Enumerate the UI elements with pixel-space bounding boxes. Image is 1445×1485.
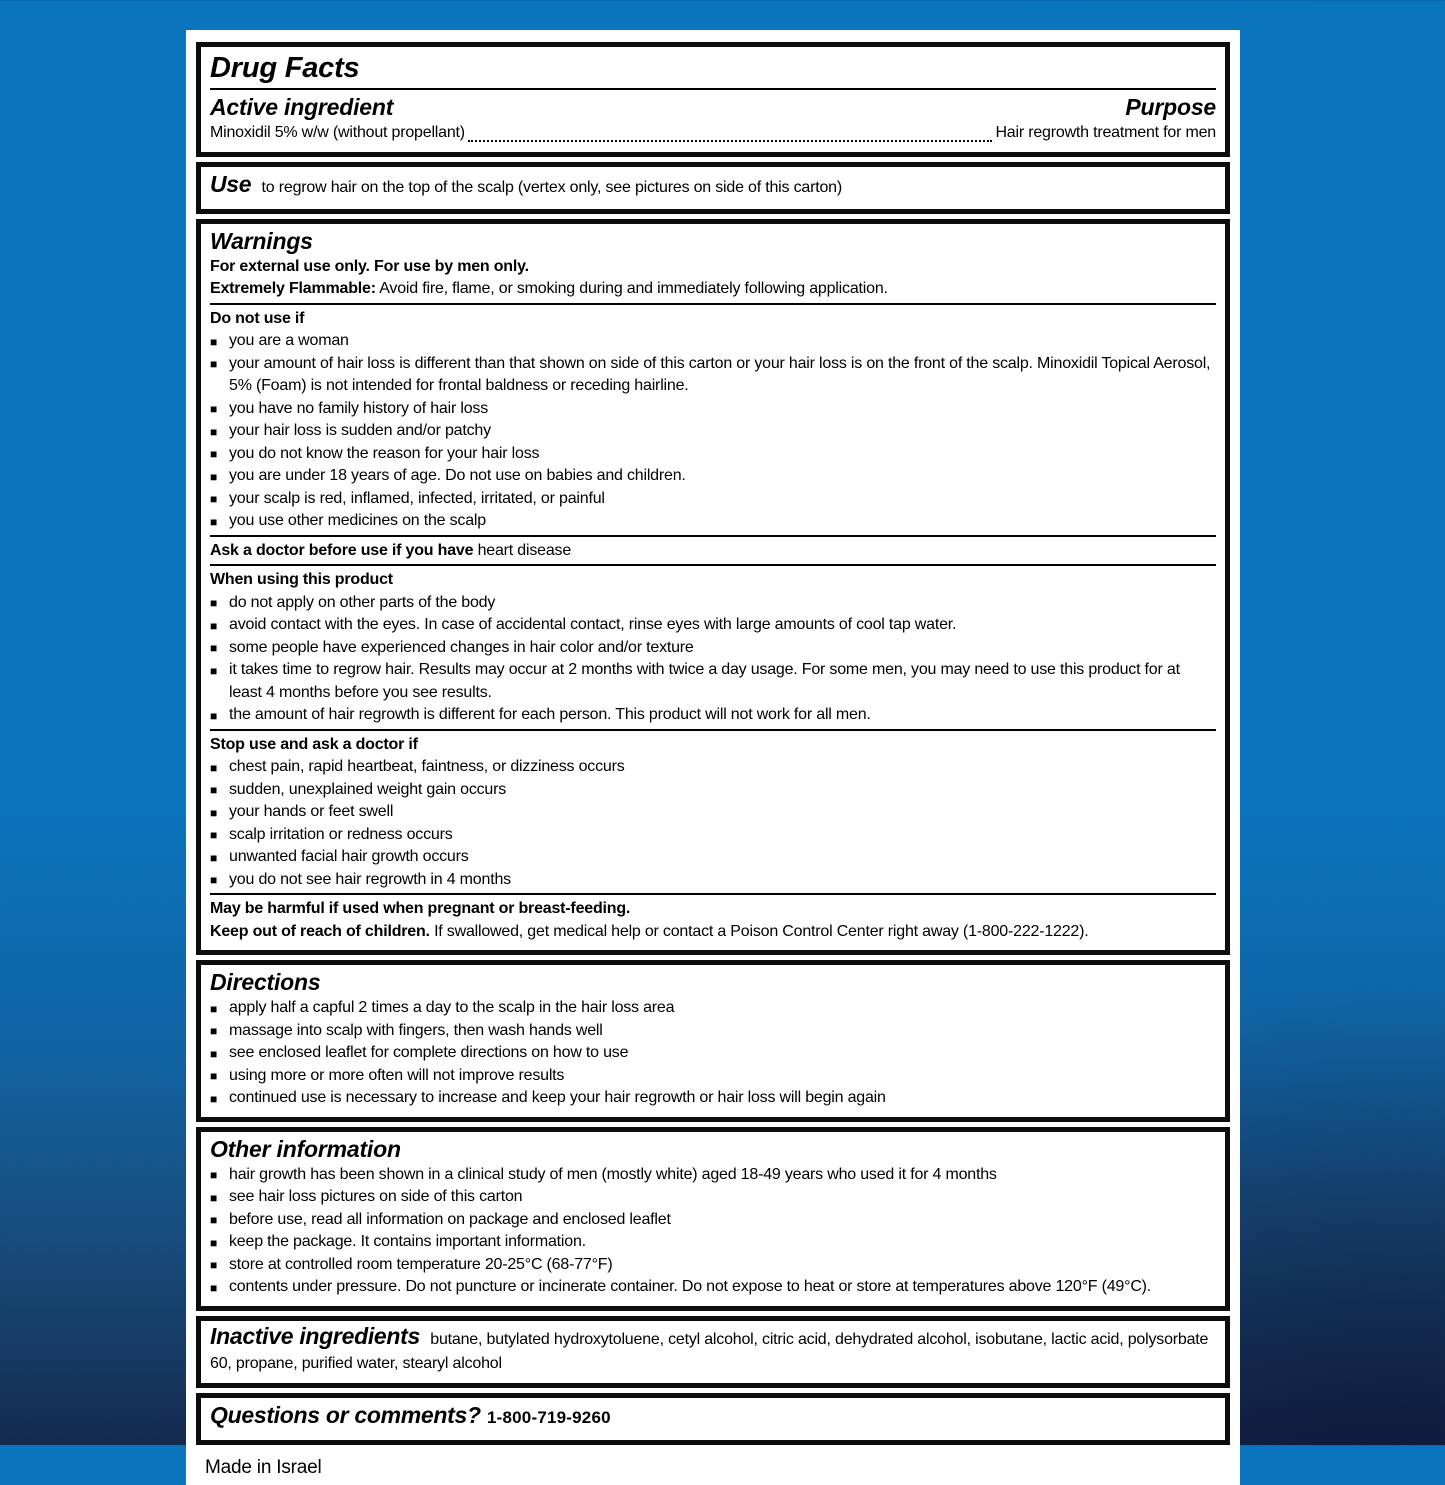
made-in-label: Made in Israel bbox=[205, 1456, 322, 1478]
ask-doctor-text: heart disease bbox=[477, 541, 572, 559]
bullet-item: ■ you are a woman bbox=[210, 330, 1216, 353]
drug-facts-title: Drug Facts bbox=[210, 52, 360, 84]
warnings-flammable bbox=[210, 278, 1216, 301]
pregnant-warning: May be harmful if used when pregnant or breast-feeding. bbox=[210, 900, 631, 917]
directions-list bbox=[210, 997, 1216, 1110]
bullet-item: ■ massage into scalp with fingers, then wash hands well bbox=[210, 1020, 1216, 1043]
bullet-item: ■ your scalp is red, inflamed, infected, irritated, or painful bbox=[210, 488, 1216, 511]
divider bbox=[210, 88, 1216, 90]
section-questions bbox=[196, 1393, 1230, 1445]
bullet-item: ■ you are under 18 years of age. Do not use on babies and children. bbox=[210, 465, 1216, 488]
ask-doctor-label: Ask a doctor before use if you have bbox=[210, 541, 474, 559]
bullet-item: ■ the amount of hair regrowth is different for each person. This product will not work for all men. bbox=[210, 704, 1216, 727]
bullet-item: ■ continued use is necessary to increase and keep your hair regrowth or hair loss will begin again bbox=[210, 1087, 1216, 1110]
use-text: to regrow hair on the top of the scalp (vertex only, see pictures on side of this carton) bbox=[261, 178, 842, 196]
bullet-item: ■ you do not see hair regrowth in 4 months bbox=[210, 869, 1216, 892]
use-row bbox=[210, 170, 1216, 202]
directions-heading: Directions bbox=[210, 969, 321, 995]
section-active-ingredient bbox=[196, 42, 1230, 157]
bullet-item: ■ contents under pressure. Do not puncture or incinerate container. Do not expose to heat or store at temperatures above 120°F (49°C). bbox=[210, 1276, 1216, 1299]
questions-phone: 1-800-719-9260 bbox=[486, 1407, 611, 1427]
do-not-use-heading: Do not use if bbox=[210, 309, 305, 327]
bullet-item: ■ see enclosed leaflet for complete directions on how to use bbox=[210, 1042, 1216, 1065]
divider bbox=[210, 564, 1216, 566]
active-ingredient-name: Minoxidil 5% w/w (without propellant) bbox=[210, 124, 465, 141]
purpose-value: Hair regrowth treatment for men bbox=[995, 124, 1216, 141]
bullet-item: ■ unwanted facial hair growth occurs bbox=[210, 846, 1216, 869]
bullet-item: ■ hair growth has been shown in a clinical study of men (mostly white) aged 18-49 years who used it for 4 months bbox=[210, 1164, 1216, 1187]
bullet-item: ■ you do not know the reason for your hair loss bbox=[210, 443, 1216, 466]
bullet-item: ■ do not apply on other parts of the body bbox=[210, 592, 1216, 615]
bullet-item: ■ you have no family history of hair loss bbox=[210, 398, 1216, 421]
warnings-external-use: For external use only. For use by men only. bbox=[210, 257, 529, 275]
keep-out-text: If swallowed, get medical help or contact a Poison Control Center right away (1-800-222-1222). bbox=[434, 922, 1089, 940]
bullet-item: ■ it takes time to regrow hair. Results may occur at 2 months with twice a day usage. For some men, you may need to use this product for at least 4 months before you see results. bbox=[210, 659, 1216, 704]
active-ingredient-heading: Active ingredient bbox=[210, 94, 394, 120]
flammable-text: Avoid fire, flame, or smoking during and immediately following application. bbox=[379, 280, 888, 297]
stop-use-list bbox=[210, 756, 1216, 891]
purpose-heading: Purpose bbox=[1125, 94, 1216, 120]
section-directions bbox=[196, 960, 1230, 1122]
bullet-item: ■ keep the package. It contains important information. bbox=[210, 1231, 1216, 1254]
inactive-ingredients-row bbox=[210, 1324, 1216, 1376]
bullet-item: ■ store at controlled room temperature 20-25°C (68-77°F) bbox=[210, 1254, 1216, 1277]
bullet-item: ■ your hair loss is sudden and/or patchy bbox=[210, 420, 1216, 443]
bullet-item: ■ your amount of hair loss is different than that shown on side of this carton or your hair loss is on the front of the scalp. Minoxidil Topical Aerosol, 5% (Foam) is not intended for frontal baldness or receding hairline. bbox=[210, 353, 1216, 398]
stop-use-heading: Stop use and ask a doctor if bbox=[210, 735, 418, 753]
questions-row bbox=[210, 1401, 1216, 1433]
bullet-item: ■ chest pain, rapid heartbeat, faintness, or dizziness occurs bbox=[210, 756, 1216, 779]
drug-facts-label bbox=[186, 30, 1240, 1485]
divider bbox=[210, 303, 1216, 305]
bullet-item: ■ before use, read all information on package and enclosed leaflet bbox=[210, 1209, 1216, 1232]
do-not-use-list bbox=[210, 330, 1216, 533]
bullet-item: ■ apply half a capful 2 times a day to the scalp in the hair loss area bbox=[210, 997, 1216, 1020]
warnings-heading: Warnings bbox=[210, 227, 313, 254]
bullet-item: ■ some people have experienced changes in hair color and/or texture bbox=[210, 637, 1216, 660]
bullet-item: ■ see hair loss pictures on side of this carton bbox=[210, 1186, 1216, 1209]
active-purpose-header-row bbox=[210, 93, 1216, 122]
other-information-list bbox=[210, 1164, 1216, 1299]
dotted-leader bbox=[468, 140, 993, 142]
inactive-ingredients-heading: Inactive ingredients bbox=[210, 1322, 421, 1349]
ask-doctor-row bbox=[210, 540, 1216, 563]
divider bbox=[210, 729, 1216, 731]
bullet-item: ■ using more or more often will not improve results bbox=[210, 1065, 1216, 1088]
bullet-item: ■ your hands or feet swell bbox=[210, 801, 1216, 824]
divider bbox=[210, 535, 1216, 537]
section-warnings bbox=[196, 219, 1230, 956]
divider bbox=[210, 893, 1216, 895]
when-using-heading: When using this product bbox=[210, 571, 393, 588]
questions-heading: Questions or comments? bbox=[210, 1401, 481, 1428]
section-other-information bbox=[196, 1127, 1230, 1311]
bullet-item: ■ you use other medicines on the scalp bbox=[210, 510, 1216, 533]
use-heading: Use bbox=[210, 170, 252, 197]
bullet-item: ■ sudden, unexplained weight gain occurs bbox=[210, 779, 1216, 802]
bullet-item: ■ avoid contact with the eyes. In case of accidental contact, rinse eyes with large amounts of cool tap water. bbox=[210, 614, 1216, 637]
bullet-item: ■ scalp irritation or redness occurs bbox=[210, 824, 1216, 847]
flammable-label: Extremely Flammable: bbox=[210, 280, 376, 297]
other-information-heading: Other information bbox=[210, 1135, 401, 1162]
keep-out-label: Keep out of reach of children. bbox=[210, 922, 430, 940]
section-inactive-ingredients bbox=[196, 1316, 1230, 1388]
inactive-ingredients-text: butane, butylated hydroxytoluene, cetyl alcohol, citric acid, dehydrated alcohol, isobutane, lactic acid, polysorbate 60, propane, purified water, stearyl alcohol bbox=[210, 1330, 1209, 1372]
section-use bbox=[196, 162, 1230, 214]
when-using-list bbox=[210, 592, 1216, 727]
keep-out-row bbox=[210, 921, 1216, 944]
active-ingredient-row bbox=[210, 122, 1216, 145]
